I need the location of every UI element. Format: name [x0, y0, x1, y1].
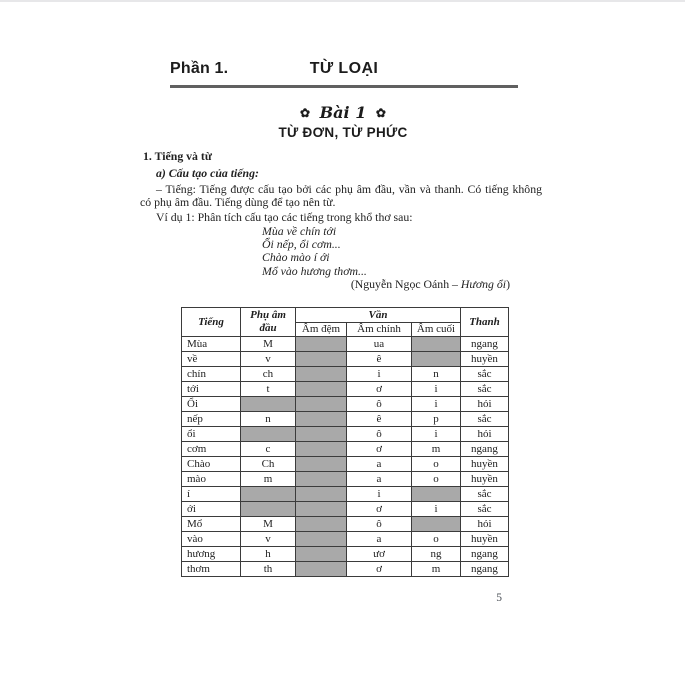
table-cell: v — [241, 351, 296, 366]
table-cell: m — [241, 471, 296, 486]
attribution-work-title: Hương ổi — [460, 276, 507, 291]
table-cell — [296, 351, 347, 366]
table-cell: sắc — [461, 501, 509, 516]
table-row — [182, 561, 509, 576]
table-cell: ngang — [461, 561, 509, 576]
table-cell: ngang — [461, 546, 509, 561]
table-cell: huyền — [461, 351, 509, 366]
table-row — [182, 336, 509, 351]
table-cell: ô — [347, 516, 412, 531]
phonetics-table-body — [182, 336, 509, 576]
poem-line: Mùa về chín tới — [262, 224, 337, 238]
table-cell: sắc — [461, 486, 509, 501]
table-row — [182, 531, 509, 546]
table-cell — [412, 336, 461, 351]
table-cell: ngang — [461, 441, 509, 456]
table-row — [182, 486, 509, 501]
table-cell: h — [241, 546, 296, 561]
table-row — [182, 501, 509, 516]
table-cell: o — [412, 471, 461, 486]
table-cell — [296, 426, 347, 441]
table-cell: ơ — [347, 381, 412, 396]
table-row — [182, 351, 509, 366]
table-row — [182, 411, 509, 426]
table-cell — [241, 486, 296, 501]
table-cell: thơm — [182, 561, 241, 576]
poem-line: Chào mào í ới — [262, 250, 330, 265]
flower-icon: ✿ — [300, 106, 311, 120]
table-cell — [412, 516, 461, 531]
table-cell — [296, 516, 347, 531]
table-cell: v — [241, 531, 296, 546]
page-content — [140, 0, 546, 604]
poem-line: Ổi nếp, ổi cơm... — [262, 237, 341, 252]
table-cell: M — [241, 516, 296, 531]
table-cell: sắc — [461, 366, 509, 381]
table-cell: p — [412, 411, 461, 426]
syllable-analysis-table — [181, 307, 509, 577]
page-number: 5 — [496, 591, 502, 604]
table-cell: hỏi — [461, 426, 509, 441]
table-cell: ê — [347, 351, 412, 366]
table-cell: chín — [182, 366, 241, 381]
table-cell: c — [241, 441, 296, 456]
table-cell — [296, 561, 347, 576]
table-cell — [296, 546, 347, 561]
part-label: Phần 1. — [170, 60, 229, 77]
table-cell: huyền — [461, 471, 509, 486]
attribution-suffix: ) — [506, 276, 510, 291]
poem-attribution — [140, 277, 510, 292]
table-cell — [296, 411, 347, 426]
table-cell — [296, 456, 347, 471]
table-cell: ơ — [347, 501, 412, 516]
table-cell: hỏi — [461, 396, 509, 411]
table-cell: hỏi — [461, 516, 509, 531]
table-cell: ngang — [461, 336, 509, 351]
section-paragraph: – Tiếng: Tiếng được cấu tạo bởi các phụ âm đầu, vần và thanh. Có tiếng không có phụ âm đầu. Tiếng dùng để tạo nên từ. — [140, 182, 542, 209]
table-cell: hương — [182, 546, 241, 561]
table-cell — [296, 381, 347, 396]
table-cell — [296, 396, 347, 411]
table-cell: m — [412, 561, 461, 576]
col-header-phu-am-dau: Phụ âm đầu — [241, 307, 296, 336]
table-cell: i — [412, 396, 461, 411]
table-cell — [296, 366, 347, 381]
table-cell: nếp — [182, 411, 241, 426]
table-cell — [241, 426, 296, 441]
table-cell: huyền — [461, 531, 509, 546]
table-row — [182, 426, 509, 441]
section-subheading: a) Cấu tạo của tiếng: — [156, 166, 259, 180]
table-cell: o — [412, 531, 461, 546]
table-cell: ơ — [347, 441, 412, 456]
table-cell: Mổ — [182, 516, 241, 531]
table-row — [182, 471, 509, 486]
table-row — [182, 381, 509, 396]
table-cell: ươ — [347, 546, 412, 561]
col-header-am-chinh: Âm chính — [347, 322, 412, 336]
table-cell: ổi — [182, 426, 241, 441]
table-row — [182, 441, 509, 456]
table-cell: về — [182, 351, 241, 366]
table-cell: Ổi — [182, 396, 241, 411]
table-cell: ơ — [347, 561, 412, 576]
col-header-thanh: Thanh — [461, 307, 509, 336]
table-cell: o — [412, 456, 461, 471]
table-cell — [296, 441, 347, 456]
table-cell: i — [347, 486, 412, 501]
table-cell: Mùa — [182, 336, 241, 351]
table-cell: n — [241, 411, 296, 426]
table-cell: í — [182, 486, 241, 501]
table-cell — [296, 531, 347, 546]
table-cell — [296, 501, 347, 516]
table-cell: Ch — [241, 456, 296, 471]
lesson-number: Bài 1 — [319, 103, 367, 122]
table-cell: i — [412, 381, 461, 396]
table-cell: mào — [182, 471, 241, 486]
poem-line: Mổ vào hương thơm... — [262, 263, 367, 278]
table-cell: huyền — [461, 456, 509, 471]
table-cell: i — [412, 426, 461, 441]
table-cell: ng — [412, 546, 461, 561]
table-cell — [412, 351, 461, 366]
table-cell — [241, 396, 296, 411]
table-cell: ô — [347, 426, 412, 441]
table-cell: th — [241, 561, 296, 576]
table-cell: i — [412, 501, 461, 516]
example-intro: Ví dụ 1: Phân tích cấu tạo các tiếng trong khổ thơ sau: — [156, 210, 413, 224]
table-row — [182, 396, 509, 411]
table-cell: n — [412, 366, 461, 381]
col-header-am-dem: Âm đệm — [296, 322, 347, 336]
table-cell: t — [241, 381, 296, 396]
table-cell: sắc — [461, 381, 509, 396]
table-cell: tới — [182, 381, 241, 396]
flower-icon: ✿ — [375, 106, 386, 120]
table-row — [182, 516, 509, 531]
table-cell: a — [347, 531, 412, 546]
table-cell — [296, 486, 347, 501]
table-cell: ch — [241, 366, 296, 381]
table-cell — [296, 336, 347, 351]
col-header-van: Vần — [296, 307, 461, 322]
table-cell: ê — [347, 411, 412, 426]
lesson-title — [140, 103, 546, 122]
col-header-am-cuoi: Âm cuối — [412, 322, 461, 336]
section-heading: 1. Tiếng và từ — [143, 149, 212, 163]
table-cell: m — [412, 441, 461, 456]
table-cell: ua — [347, 336, 412, 351]
table-row — [182, 546, 509, 561]
table-cell: ô — [347, 396, 412, 411]
table-cell: cơm — [182, 441, 241, 456]
table-cell: i — [347, 366, 412, 381]
table-cell: a — [347, 471, 412, 486]
table-cell — [296, 471, 347, 486]
table-cell: sắc — [461, 411, 509, 426]
lesson-subtitle: TỪ ĐƠN, TỪ PHỨC — [278, 125, 408, 140]
part-header — [170, 60, 518, 88]
table-row — [182, 366, 509, 381]
table-cell: a — [347, 456, 412, 471]
table-cell: ới — [182, 501, 241, 516]
poem — [262, 225, 546, 278]
part-title: TỪ LOẠI — [309, 60, 379, 77]
table-cell — [412, 486, 461, 501]
col-header-tieng: Tiếng — [182, 307, 241, 336]
table-cell: Chào — [182, 456, 241, 471]
table-cell: vào — [182, 531, 241, 546]
table-row — [182, 456, 509, 471]
attribution-prefix: (Nguyễn Ngọc Oánh – — [350, 276, 461, 291]
table-head — [182, 307, 509, 336]
table-cell — [241, 501, 296, 516]
table-cell: M — [241, 336, 296, 351]
